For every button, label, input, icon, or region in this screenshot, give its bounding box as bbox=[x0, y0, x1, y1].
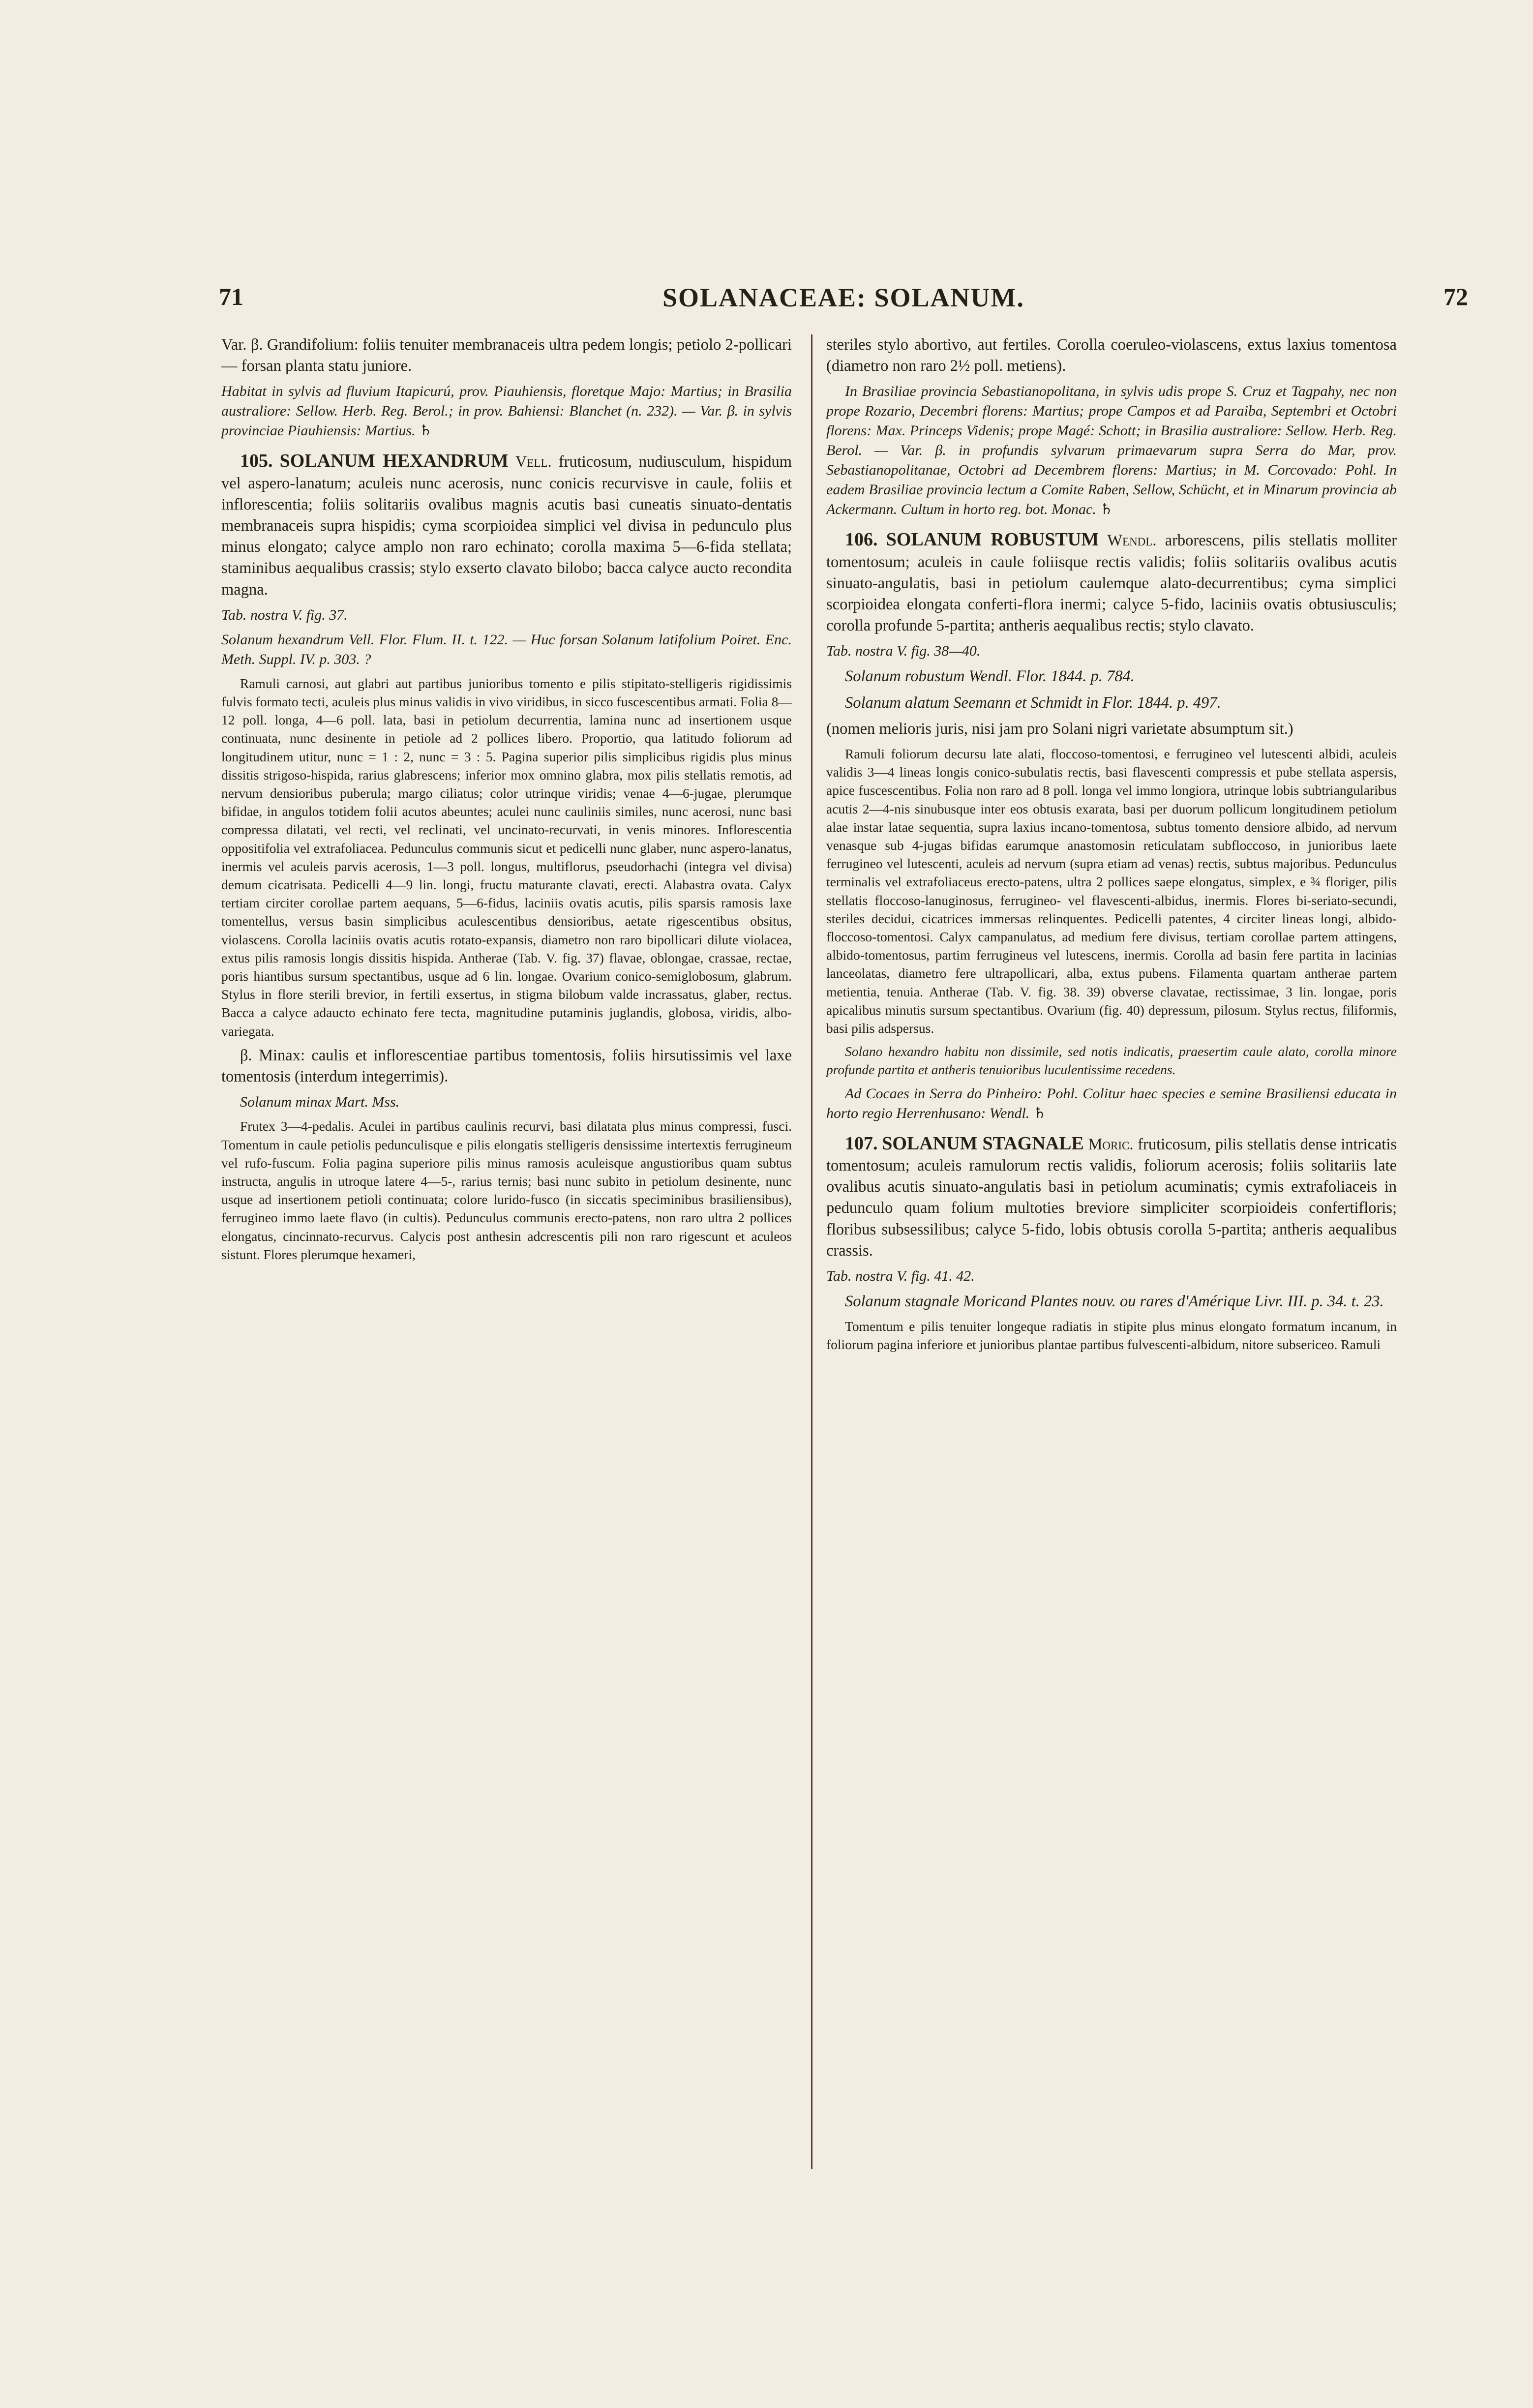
species-number: 107. bbox=[845, 1133, 878, 1154]
plate-reference-2: Tab. nostra V. fig. 41. 42. bbox=[826, 1267, 975, 1284]
species-name: SOLANUM STAGNALE bbox=[882, 1133, 1084, 1154]
species-106 bbox=[826, 529, 1397, 636]
right-column bbox=[826, 334, 1397, 2179]
description: Ramuli foliorum decursu late alati, floccoso-tomentosi, e ferrugineo vel lutescenti albidi, aculeis validis 3—4 lineas longis conico-subulatis rectis, basi flavescenti compressis et pube stellata aspersis, apice fuscescentibus. Folia non raro ad 8 poll. longa vel immo longiora, utrinque lobis subtriangularibus acutis 2—4-nis sinubusque inter eos obtusis exarata, basi per duorum pollicum longitudinem petiolum alae instar latae sequentia, supra laxius incano-tomentosa, subtus tomento densiore albido, ad nervum venasque sub 4-jugas bifidas earumque anastomosin reticulatam subfloccoso, in junioribus laete ferrugineo vel lutescenti, aculeis ad nervum (supra etiam ad venas) rectis, subtus majoribus. Pedunculus terminalis vel extrafoliaceus erecto-patens, ultra 2 pollices saepe elongatus, simplex, e ¾ floriger, pilis stellatis floccoso-lanuginosus, ferrugineo- vel flavescenti-albidus, inermis. Flores bi-seriato-secundi, steriles decidui, cicatrices immersas relinquentes. Pedicelli patentes, 4 circiter lineas longi, albido-floccoso-tomentosi. Calyx campanulatus, ad medium fere divisus, tertiam corollae partem attingens, albido-tomentosus, partim ferrugineus vel lutescens, inermis. Corolla ad basin fere partita in lacinias lanceolatas, diametro fere ultrapollicari, alba, extus pubens. Filamenta quartam antherae partem metientia, tenuia. Antherae (Tab. V. fig. 38. 39) obverse clavatae, rectissimae, 3 lin. longae, poris apicalibus minutis sursum spectantibus. Ovarium (fig. 40) depressum, pilosum. Stylus rectus, filiformis, basi pilis adspersus. bbox=[826, 746, 1397, 1036]
plate-reference: Tab. nostra V. fig. 37. bbox=[221, 606, 348, 623]
species-diagnosis: fruticosum, nudiusculum, hispidum vel aspero-lanatum; aculeis nunc acerosis, nunc conicis recurvisve in caule, foliis et inflorescentia; foliis solitariis ovalibus magnis acutis basi cuneatis sinuato-dentatis membranaceis supra hispidis; cyma scorpioidea simplici vel divisa in pedunculo plus minus elongato; calyce amplo non raro echinato; corolla maxima 5—6-fida stellata; staminibus aequalibus crassis; stylo exserto clavato bilobo; bacca calyce aucto recondita magna. bbox=[221, 453, 792, 599]
description-minax: Frutex 3—4-pedalis. Aculei in partibus caulinis recurvi, basi dilatata plus minus compressi, fusci. Tomentum in caule petiolis pedunculisque e pilis elongatis stelligeris densissime intertextis ferrugineum vel rufo-fuscum. Folia pagina superiore pilis minus ramosis aculeisque angustioribus quam subtus instructa, angulis in utroque latere 4—5-, rarius ternis; basi nunc subito in petiolum desinente, nunc usque ad insertionem petioli continuata; colore lurido-fusco (in siccatis speciminibus brasiliensibus), ferrugineo immo laete flavo (in cultis). Pedunculus communis erecto-patens, non raro ultra 2 pollices elongatus, cincinnato-recurvus. Calycis post anthesin adcrescentis pili non raro rigescunt et aculeos sistunt. Flores plerumque hexameri, bbox=[221, 1118, 792, 1262]
running-title: SOLANACEAE: SOLANUM. bbox=[662, 283, 1025, 312]
synonymy-1: Solanum robustum Wendl. Flor. 1844. p. 784. bbox=[845, 667, 1135, 686]
column-divider bbox=[811, 334, 812, 2169]
habitat-note: In Brasiliae provincia Sebastianopolitana, in sylvis udis prope S. Cruz et Tagpahy, nec non prope Rozario, Decembri florens: Martius; prope Campos et ad Paraiba, Septembri et Octobri florens: Max. Princeps Videnis; prope Magé: Schott; in Brasilia australiore: Sellow. Herb. Reg. Berol. — Var. β. in profundis sylvarum primaevarum supra Serra do Mar, prov. Sebastianopolitanae, Octobri ad Decembrem florens: Martius; in M. Corcovado: Pohl. In eadem Brasiliae provincia lectum a Comite Raben, Sellow, Schücht, et in Minarum provincia ab Ackermann. Cultum in horto reg. bot. Monac. ♄ bbox=[826, 383, 1397, 518]
page-number-right: 72 bbox=[1443, 283, 1468, 310]
species-107 bbox=[826, 1133, 1397, 1262]
species-name: SOLANUM HEXANDRUM bbox=[279, 451, 509, 472]
synonymy-note: (nomen melioris juris, nisi jam pro Solani nigri varietate absumptum sit.) bbox=[826, 720, 1293, 738]
species-name: SOLANUM ROBUSTUM bbox=[886, 529, 1099, 550]
species-105 bbox=[221, 451, 792, 600]
page-number-left: 71 bbox=[219, 283, 243, 310]
species-diagnosis: arborescens, pilis stellatis molliter tomentosum; aculeis in caule foliisque rectis validis; foliis solitariis ovalibus acutis sinuato-angulatis, basi in petiolum caulemque alato-decurrentibus; cyma simplici scorpioidea elongata conferti-flora inermi; calyce 5-fido, laciniis ovatis obtusiusculis; corolla profunde 5-partita; antheris aequalibus rectis; stylo clavato. bbox=[826, 532, 1397, 635]
habitat-note: Habitat in sylvis ad fluvium Itapicurú, prov. Piauhiensis, floretque Majo: Martius; in Brasilia australiore: Sellow. Herb. Reg. Berol.; in prov. Bahiensi: Blanchet (n. 232). — Var. β. in sylvis provinciae Piauhiensis: Martius. ♄ bbox=[221, 383, 792, 439]
species-author: Moric. bbox=[1088, 1135, 1134, 1153]
variety-minax: β. Minax: caulis et inflorescentiae partibus tomentosis, foliis hirsutissimis vel laxe tomentosis (interdum integerrimis). bbox=[221, 1046, 792, 1086]
synonymy-2: Solanum alatum Seemann et Schmidt in Flor. 1844. p. 497. bbox=[845, 693, 1221, 712]
synonymy: Solanum hexandrum Vell. Flor. Flum. II. t. 122. — Huc forsan Solanum latifolium Poiret. Enc. Meth. Suppl. IV. p. 303. ? bbox=[221, 631, 792, 667]
synonymy-3: Solanum stagnale Moricand Plantes nouv. ou rares d'Amérique Livr. III. p. 34. t. 23. bbox=[845, 1292, 1384, 1310]
synonym-minax: Solanum minax Mart. Mss. bbox=[240, 1094, 400, 1111]
species-author: Vell. bbox=[515, 453, 552, 471]
continued-text: steriles stylo abortivo, aut fertiles. Corolla coeruleo-violascens, extus laxius tomentosa (diametro non raro 2½ poll. metiens). bbox=[826, 336, 1397, 375]
plate-reference: Tab. nostra V. fig. 38—40. bbox=[826, 643, 981, 660]
habitat-note-2: Ad Cocaes in Serra do Pinheiro: Pohl. Colitur haec species e semine Brasiliensi educata in horto regio Herrenhusano: Wendl. ♄ bbox=[826, 1085, 1397, 1121]
species-number: 106. bbox=[845, 529, 878, 550]
species-author: Wendl. bbox=[1107, 532, 1157, 550]
comparison-note: Solano hexandro habitu non dissimile, sed notis indicatis, praesertim caule alato, corolla minore profunde partita et antheris tenuioribus luculentissime recedens. bbox=[826, 1044, 1397, 1078]
left-column bbox=[221, 334, 792, 2179]
description-2: Tomentum e pilis tenuiter longeque radiatis in stipite plus minus elongato formatum incanum, in foliorum pagina inferiore et junioribus plantae partibus fulvescenti-albidum, nitore subsericeo. Ramuli bbox=[826, 1319, 1397, 1353]
species-diagnosis: fruticosum, pilis stellatis dense intricatis tomentosum; aculeis ramulorum rectis validis, foliorum acerosis; foliis solitariis late ovalibus acutis sinuato-angulatis basi in petiolum acuminatis; cymis extrafoliaceis in pedunculo quam folium multoties breviore simpliciter scorpioideis confertifloris; floribus subsessilibus; calyce 5-fido, lobis obtusis corolla 5-partita; antheris aequalibus crassis. bbox=[826, 1135, 1397, 1260]
variety-grandifolium: Var. β. Grandifolium: foliis tenuiter membranaceis ultra pedem longis; petiolo 2-pollicari — forsan planta statu juniore. bbox=[221, 336, 792, 375]
page-header bbox=[219, 282, 1468, 327]
description: Ramuli carnosi, aut glabri aut partibus junioribus tomento e pilis stipitato-stelligeris rigidissimis fulvis formato tecti, aculeis plus minus validis in vivo viridibus, in sicco fuscescentibus armati. Folia 8—12 poll. longa, 4—6 poll. lata, basi in petiolum decurrentia, lamina nunc ad insertionem usque continuata, nunc desinente in petiole ad 2 pollices libero. Proportio, qua latitudo foliorum ad longitudinem utitur, nunc = 1 : 2, nunc = 3 : 5. Pagina superior pilis simplicibus rigidis plus minus dissitis strigoso-hispida, rarius glabrescens; inferior mox omnino glabra, mox pilis stellatis remotis, ad nervum densioribus puberula; margo ciliatus; color utrinque viridis; venae 4—6-jugae, plerumque bifidae, in angulos totidem folii acutos abeuntes; aculei nunc cauliniis similes, nunc acerosi, nunc basi compressa dilatati, vel recti, vel reclinati, vel uncinato-recurvati, in venis minores. Inflorescentia oppositifolia vel extrafoliacea. Pedunculus communis sicut et pedicelli nunc glaber, nunc aspero-lanatus, inermis vel aculeis parvis acerosis, 1—3 poll. longus, multiflorus, pseudorhachi (integra vel divisa) demum cicatrisata. Pedicelli 4—9 lin. longi, fructu maturante clavati, erecti. Alabastra ovata. Calyx tertiam circiter corollae partem aequans, 5—6-fidus, laciniis ovatis acutis, pilis sparsis ramosis laxe tomentellus, versus basin simplicibus aculescentibus densioribus, aetate rigescentibus obsitus, violascens. Corolla laciniis ovatis acutis rotato-expansis, diametro non raro bipollicari dilute violacea, extus pilis ramosis longis dissitis hispida. Antherae (Tab. V. fig. 37) flavae, oblongae, crassae, rectae, poris hiantibus sursum spectantibus, usque ad 6 lin. longae. Ovarium conico-semiglobosum, glabrum. Stylus in flore sterili brevior, in fertili exsertus, in stigma bilobum valde incrassatus, glaber, rectus. Bacca a calyce adaucto echinato fere tecta, magnitudine putaminis juglandis, globosa, viridis, albo-variegata. bbox=[221, 675, 792, 1039]
species-number: 105. bbox=[240, 451, 273, 472]
